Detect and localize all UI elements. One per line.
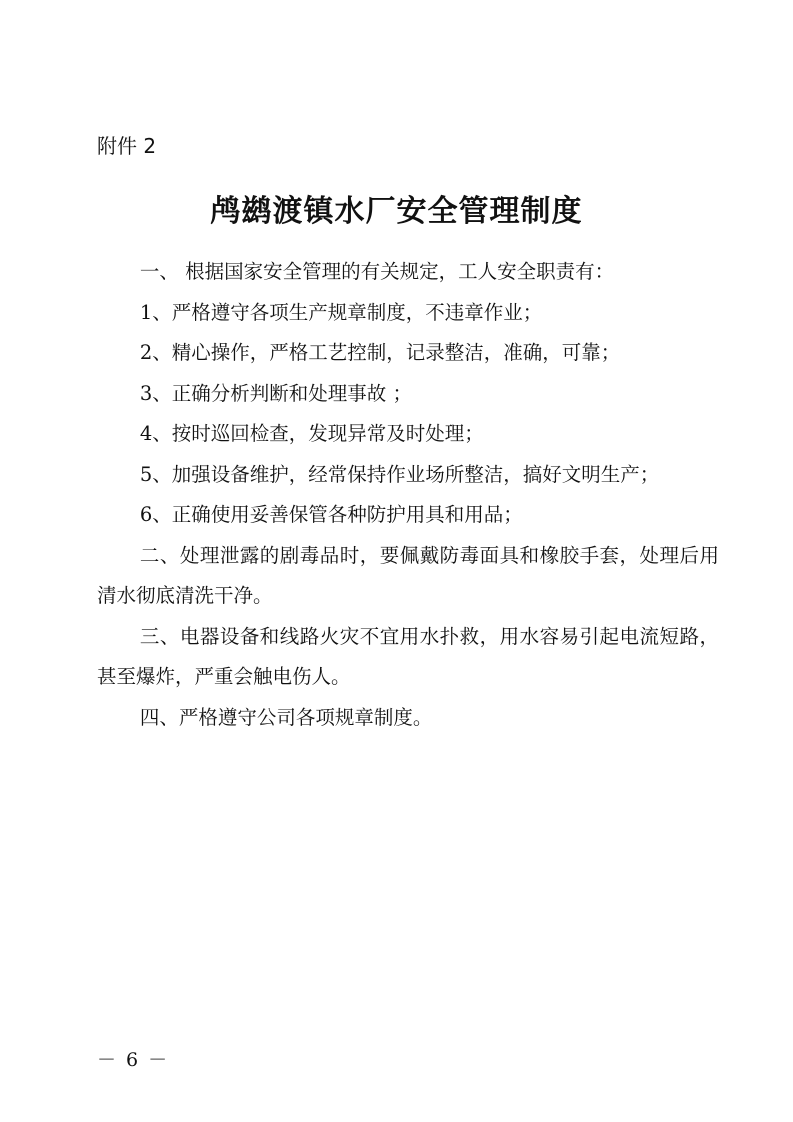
paragraph-section-4: 四、严格遵守公司各项规章制度。 — [139, 705, 433, 729]
paragraph-item-1: 1、严格遵守各项生产规章制度，不违章作业； — [139, 300, 543, 324]
paragraph-item-4: 4、按时巡回检查，发现异常及时处理； — [139, 422, 484, 445]
paragraph-section-1: 一、 根据国家安全管理的有关规定，工人安全职责有： — [139, 260, 615, 283]
document-title: 鸬鹚渡镇水厂安全管理制度 — [210, 194, 583, 229]
paragraph-section-2: 二、处理泄露的剧毒品时，要佩戴防毒面具和橡胶手套，处理后用清水彻底清洗干净。 — [97, 543, 719, 607]
paragraph-item-3: 3、正确分析判断和处理事故 ； — [139, 381, 412, 405]
paragraph-item-2: 2、精心操作，严格工艺控制，记录整洁，准确，可靠； — [139, 341, 621, 364]
page-number: － 6 － — [97, 1049, 170, 1071]
attachment-label: 附件 2 — [97, 134, 157, 158]
paragraph-item-6: 6、正确使用妥善保管各种防护用具和用品； — [139, 503, 523, 526]
document-body — [97, 252, 719, 738]
paragraph-item-5: 5、加强设备维护，经常保持作业场所整洁，搞好文明生产； — [139, 462, 660, 486]
paragraph-section-3: 三、电器设备和线路火灾不宜用水扑救，用水容易引起电流短路，甚至爆炸，严重会触电伤人。 — [97, 624, 719, 688]
